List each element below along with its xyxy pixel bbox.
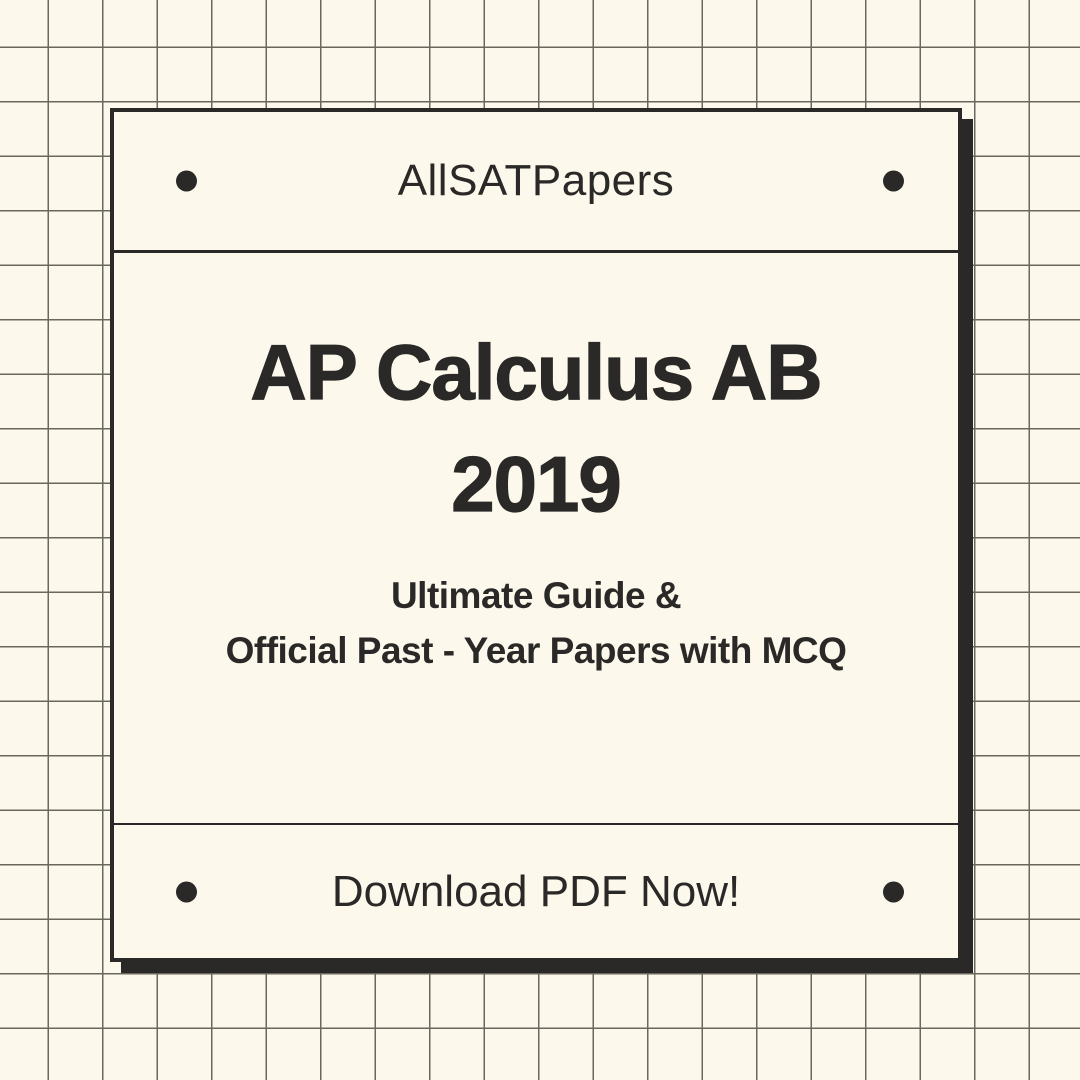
page-subtitle xyxy=(114,568,958,678)
title-line-1: AP Calculus AB xyxy=(250,328,822,416)
poster-body xyxy=(114,253,958,823)
download-cta[interactable]: Download PDF Now! xyxy=(331,866,741,916)
brand-text: AllSATPapers xyxy=(397,156,675,205)
page-title xyxy=(114,316,958,540)
footer-band xyxy=(114,823,958,958)
bullet-dot-icon xyxy=(176,171,197,192)
subtitle-line-1: Ultimate Guide & xyxy=(390,575,682,616)
header-band xyxy=(114,112,958,253)
title-line-2: 2019 xyxy=(451,440,621,528)
bullet-dot-icon xyxy=(883,881,904,902)
poster-card xyxy=(110,108,962,962)
bullet-dot-icon xyxy=(883,171,904,192)
subtitle-line-2: Official Past - Year Papers with MCQ xyxy=(225,630,847,671)
bullet-dot-icon xyxy=(176,881,197,902)
